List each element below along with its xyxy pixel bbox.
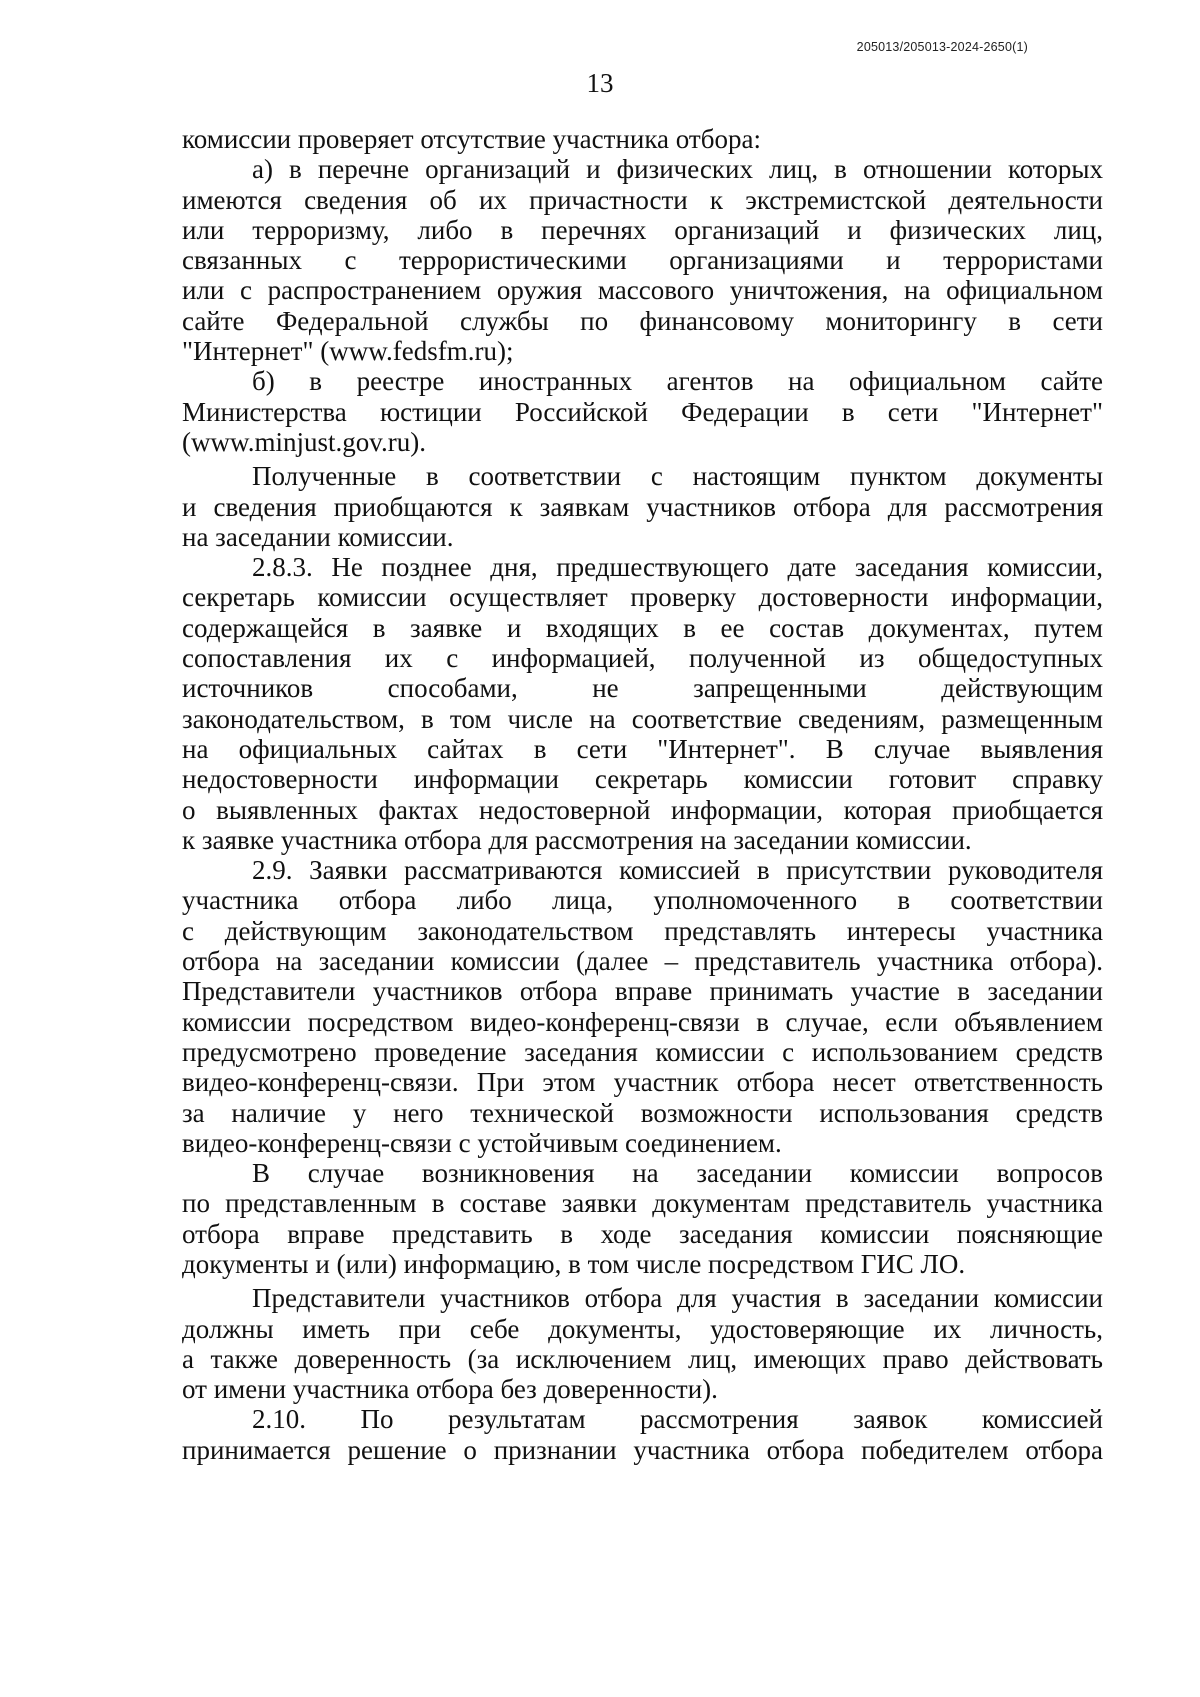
text-line: видео-конференц-связи. При этом участник отбора несет ответственность bbox=[182, 1067, 1103, 1098]
text-line: предусмотрено проведение заседания комиссии с использованием средств bbox=[182, 1036, 1103, 1067]
text-line: на заседании комиссии. bbox=[182, 521, 454, 552]
text-line: Представители участников отбора вправе принимать участие в заседании bbox=[182, 976, 1103, 1007]
text-line: 2.8.3. Не позднее дня, предшествующего дате заседания комиссии, bbox=[252, 552, 1103, 583]
text-line: Представители участников отбора для участия в заседании комиссии bbox=[252, 1283, 1103, 1314]
document-id: 205013/205013-2024-2650(1) bbox=[856, 40, 1028, 54]
text-line: связанных с террористическими организациями и террористами bbox=[182, 245, 1103, 276]
text-line: или с распространением оружия массового уничтожения, на официальном bbox=[182, 275, 1103, 306]
text-line: от имени участника отбора без доверенности). bbox=[182, 1374, 718, 1405]
text-line: видео-конференц-связи с устойчивым соединением. bbox=[182, 1127, 782, 1158]
text-line: (www.minjust.gov.ru). bbox=[182, 426, 426, 457]
text-line: комиссии проверяет отсутствие участника отбора: bbox=[182, 124, 761, 154]
text-line: содержащейся в заявке и входящих в ее состав документах, путем bbox=[182, 612, 1103, 643]
text-line: отбора на заседании комиссии (далее – представитель участника отбора). bbox=[182, 946, 1103, 977]
text-line: за наличие у него технической возможности использования средств bbox=[182, 1097, 1103, 1128]
text-line: к заявке участника отбора для рассмотрения на заседании комиссии. bbox=[182, 824, 972, 855]
text-line: или терроризму, либо в перечнях организаций и физических лиц, bbox=[182, 214, 1103, 245]
page-number: 13 bbox=[586, 68, 614, 98]
text-line: документы и (или) информацию, в том числе посредством ГИС ЛО. bbox=[182, 1248, 966, 1279]
text-line: В случае возникновения на заседании комиссии вопросов bbox=[252, 1158, 1103, 1189]
text-line: Министерства юстиции Российской Федерации в сети "Интернет" bbox=[182, 396, 1103, 427]
text-line: сопоставления их с информацией, полученной из общедоступных bbox=[182, 643, 1103, 674]
document-text bbox=[182, 124, 1103, 1465]
text-line: имеются сведения об их причастности к экстремистской деятельности bbox=[182, 184, 1103, 215]
text-line: сайте Федеральной службы по финансовому мониторингу в сети bbox=[182, 305, 1103, 336]
text-line: принимается решение о признании участника отбора победителем отбора bbox=[182, 1434, 1103, 1465]
text-line: источников способами, не запрещенными действующим bbox=[182, 673, 1103, 704]
text-line: недостоверности информации секретарь комиссии готовит справку bbox=[182, 764, 1103, 795]
text-line: законодательством, в том числе на соответствие сведениям, размещенным bbox=[182, 703, 1103, 734]
text-line: б) в реестре иностранных агентов на официальном сайте bbox=[252, 366, 1103, 397]
text-line: 2.10. По результатам рассмотрения заявок комиссией bbox=[252, 1404, 1103, 1435]
text-line: комиссии посредством видео-конференц-связи в случае, если объявлением bbox=[182, 1006, 1103, 1037]
text-line: секретарь комиссии осуществляет проверку достоверности информации, bbox=[182, 582, 1103, 613]
text-line: Полученные в соответствии с настоящим пунктом документы bbox=[252, 461, 1103, 492]
text-line: 2.9. Заявки рассматриваются комиссией в присутствии руководителя bbox=[252, 855, 1103, 886]
text-line: и сведения приобщаются к заявкам участников отбора для рассмотрения bbox=[182, 491, 1103, 522]
text-line: участника отбора либо лица, уполномоченного в соответствии bbox=[182, 885, 1103, 916]
text-line: "Интернет" (www.fedsfm.ru); bbox=[182, 336, 514, 367]
text-line: должны иметь при себе документы, удостоверяющие их личность, bbox=[182, 1313, 1103, 1344]
text-line: а) в перечне организаций и физических лиц, в отношении которых bbox=[252, 154, 1103, 185]
text-line: а также доверенность (за исключением лиц, имеющих право действовать bbox=[182, 1343, 1103, 1374]
text-line: отбора вправе представить в ходе заседания комиссии поясняющие bbox=[182, 1218, 1103, 1249]
text-line: о выявленных фактах недостоверной информации, которая приобщается bbox=[182, 794, 1103, 825]
text-line: с действующим законодательством представлять интересы участника bbox=[182, 915, 1103, 946]
text-line: на официальных сайтах в сети "Интернет". В случае выявления bbox=[182, 733, 1103, 764]
text-line: по представленным в составе заявки документам представитель участника bbox=[182, 1188, 1103, 1219]
